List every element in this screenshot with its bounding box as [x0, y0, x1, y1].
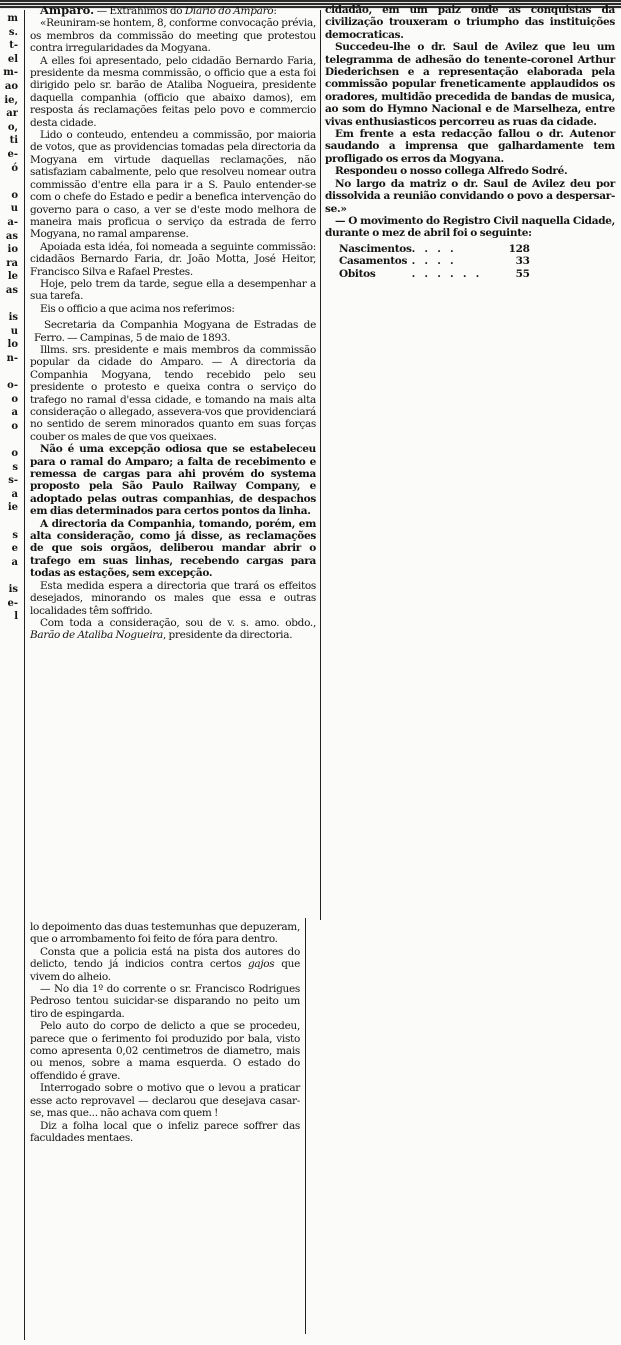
right-paragraph-6: — O movimento do Registro Civil naquella Cidade, durante o mez de abril foi o seguinte: — [325, 214, 615, 240]
column-rule-right-lower — [305, 918, 306, 1334]
fragment-line: s. — [8, 26, 18, 38]
right-paragraph-2: Succedeu-lhe o dr. Saul de Avilez que leu um telegramma de adhesão do tenente-coronel Arthur Diederichsen e a representação elaborada pela commissão popular freneticamente applaudidos os oradores, multidão precedida de bandas de musica, ao som do Hymno Nacional e de Marselheza, entre vivas enthusiasticos percorreu as ruas da cidade. — [325, 41, 615, 128]
fragment-line: as — [5, 284, 18, 296]
fragment-line: o- — [7, 380, 18, 392]
signoff-name: Barão de Ataliba Nogueira — [30, 629, 163, 642]
amparo-letter-paragraph-2: Não é uma excepção odiosa que se estabeleceu para o ramal do Amparo; a falta de recebimento e remessa de cargas para ahi provém do systema proposto pela São Paulo Railway Company, e adoptado pelas outras companhias, de despachos em dias determinados para certos pontos da linha. — [30, 443, 316, 518]
amparo-letter-signoff — [30, 617, 316, 642]
fragment-line: lo — [7, 339, 18, 351]
fragment-line: a — [11, 407, 18, 419]
fragment-line: m- — [3, 67, 18, 79]
fragment-line: ao — [4, 80, 18, 92]
stats-label: Obitos — [339, 267, 376, 280]
fragment-line: t- — [9, 40, 18, 52]
fragment-line: s — [12, 461, 18, 473]
column-rule-right — [320, 10, 321, 920]
amparo-paragraph-1: «Reuniram-se hontem, 8, conforme convocação prévia, os membros da commissão do meeting que protestou contra irregularidades da Mogyana. — [30, 17, 316, 55]
stats-dots: . . . . . . — [411, 267, 483, 280]
fragment-line: u — [10, 325, 18, 337]
fragment-line: o, — [7, 121, 18, 133]
police-paragraph-6: Diz a folha local que o infeliz parece soffrer das faculdades mentaes. — [30, 1119, 300, 1144]
fragment-line — [0, 515, 18, 529]
fragment-line: io — [7, 244, 18, 256]
police-article — [30, 921, 300, 1144]
police-paragraph-2 — [30, 946, 300, 983]
right-paragraph-5: No largo da matriz o dr. Saul de Avilez deu por dissolvida a reunião convidando o povo a despersar-se.» — [325, 177, 615, 215]
stats-value: 55 — [515, 267, 530, 280]
fragment-line: e- — [7, 148, 18, 160]
stats-label: Casamentos — [339, 255, 408, 268]
amparo-paragraph-6: Eis o officio a que acima nos referimos: — [40, 302, 235, 315]
fragment-line: ó — [11, 162, 18, 174]
amparo-paragraph-5: Hoje, pelo trem da tarde, segue ella a desempenhar a sua tarefa. — [30, 277, 316, 303]
police-paragraph-1: lo depoimento das duas testemunhas que depuzeram, que o arrombamento foi feito de fóra para dentro. — [30, 921, 300, 946]
stats-dots: . . . . — [411, 255, 457, 268]
stats-row — [339, 243, 530, 255]
right-paragraph-3: Em frente a esta redacção fallou o dr. Autenor saudando a imprensa que galhardamente tem profligado os erros da Mogyana. — [325, 128, 615, 165]
stats-value: 33 — [515, 255, 530, 268]
column-rule-left — [24, 10, 25, 1340]
right-column-article — [325, 4, 615, 280]
amparo-letter-paragraph-4: Esta medida espera a directoria que trará os effeitos desejados, minorando os males que essa e outras localidades têm soffrido. — [30, 579, 316, 617]
fragment-line: a- — [7, 216, 18, 228]
amparo-title: Amparo. — [40, 3, 95, 17]
stats-row — [339, 268, 530, 280]
amparo-intro: — Extrahimos do — [96, 5, 183, 17]
police-p2-italic: gajos — [247, 958, 275, 971]
fragment-line: e — [11, 543, 18, 555]
fragment-line: ra — [6, 257, 18, 269]
police-p2-end: que vivem do alheio. — [30, 958, 300, 983]
amparo-letter-heading: Secretaria da Companhia Mogyana de Estradas de Ferro. — Campinas, 5 de maio de 1893. — [34, 319, 316, 344]
fragment-line: a — [11, 556, 18, 568]
fragment-line: l — [14, 611, 18, 623]
fragment-line: ie, — [4, 94, 18, 106]
fragment-line — [0, 365, 18, 379]
amparo-article — [30, 4, 316, 642]
fragment-line: u — [10, 203, 18, 215]
right-paragraph-1: cidadão, em um paiz onde as conquistas da civilização trouxeram o triumpho das instituições democraticas. — [325, 4, 615, 41]
amparo-paragraph-4: Apoiada esta idéa, foi nomeada a seguinte commissão: cidadãos Bernardo Faria, dr. João Motta, José Heitor, Francisco Silva e Rafael Prestes. — [30, 240, 316, 278]
fragment-line: e- — [7, 597, 18, 609]
amparo-paragraph-3: Lido o conteudo, entendeu a commissão, por maioria de votos, que as providencias tomadas pela directoria da Mogyana em virtude daquellas reclamações, não satisfaziam cabalmente, pelo que resolveu nomear outra commissão d'entre ella para ir a S. Paulo entender-se com o chefe do Estado e pedir a benefica intervenção do governo para o caso, a ver se d'este modo melhora de maneira mais proficua o serviço da estrada de ferro Mogyana, no ramal amparense. — [30, 129, 316, 241]
fragment-line: ie — [7, 502, 18, 514]
fragment-line — [0, 433, 18, 447]
civil-registry-stats — [339, 243, 530, 280]
amparo-source: Diario do Amparo — [184, 5, 274, 17]
fragment-line: a — [11, 488, 18, 500]
fragment-line: as — [5, 230, 18, 242]
fragment-line: le — [7, 271, 18, 283]
left-column-fragment — [0, 12, 18, 624]
amparo-letter-paragraph-1: Illms. srs. presidente e mais membros da commissão popular da cidade do Amparo. — A directoria da Companhia Mogyana, tendo recebido pelo seu presidente o protesto e queixa contra o serviço do trafego no ramal d'essa cidade, e tomando na mais alta consideração o allegado, assevera-vos que providenciará no sentido de serem minorados quanto em suas forças couber os males de que vos queixaes. — [30, 343, 316, 443]
fragment-line — [0, 569, 18, 583]
stats-label: Nascimentos — [339, 242, 412, 255]
amparo-heading-paragraph — [30, 4, 316, 17]
signoff-end: , presidente da directoria. — [162, 629, 293, 642]
fragment-line — [0, 297, 18, 311]
fragment-line: is — [8, 312, 18, 324]
police-paragraph-3: — No dia 1º do corrente o sr. Francisco Rodrigues Pedroso tentou suicidar-se disparando no peito um tiro de espingarda. — [30, 983, 300, 1020]
fragment-line — [0, 175, 18, 189]
police-p2-text: Consta que a policia está na pista dos autores do delicto, tendo já indicios contra certos — [30, 945, 300, 971]
amparo-colon: : — [273, 5, 277, 17]
fragment-line: o — [11, 393, 18, 405]
police-paragraph-4: Pelo auto do corpo de delicto a que se procedeu, parece que o ferimento foi produzido por bala, visto como apresenta 0,02 centimetros de diametro, mais ou menos, sobre a mama esquerda. O estado do offendido é grave. — [30, 1020, 300, 1082]
amparo-letter-paragraph-3: A directoria da Companhia, tomando, porém, em alta consideração, como já disse, as reclamações de que sois orgãos, deliberou mandar abrir o trafego em suas linhas, recebendo cargas para todas as estações, sem excepção. — [30, 517, 316, 580]
right-paragraph-4: Respondeu o nosso collega Alfredo Sodré. — [335, 165, 568, 178]
fragment-line: m — [7, 13, 18, 24]
amparo-paragraph-2: A elles foi apresentado, pelo cidadão Bernardo Faria, presidente da mesma commissão, o officio que a esta foi dirigido pelo sr. barão de Ataliba Nogueira, presidente daquella companhia (officio que abaixo damos), em resposta ás reclamações feitas pelo povo e commercio desta cidade. — [30, 54, 316, 129]
police-paragraph-5: Interrogado sobre o motivo que o levou a praticar esse acto reprovavel — declarou que desejava casar-se, mas que... não achava com quem ! — [30, 1082, 300, 1120]
fragment-line: s — [12, 529, 18, 541]
stats-row — [339, 255, 530, 267]
fragment-line: ar — [6, 108, 18, 120]
fragment-line: o — [11, 420, 18, 432]
fragment-line: is — [8, 583, 18, 595]
stats-dots: . . . . — [411, 242, 457, 255]
fragment-line: ti — [9, 135, 18, 147]
stats-value: 128 — [508, 242, 530, 255]
fragment-line: o — [11, 189, 18, 201]
signoff-text: Com toda a consideração, sou de v. s. amo. obdo., — [40, 616, 316, 629]
fragment-line: n- — [6, 352, 18, 364]
fragment-line: el — [7, 53, 18, 65]
fragment-line: s- — [8, 475, 18, 487]
fragment-line: o — [11, 448, 18, 459]
